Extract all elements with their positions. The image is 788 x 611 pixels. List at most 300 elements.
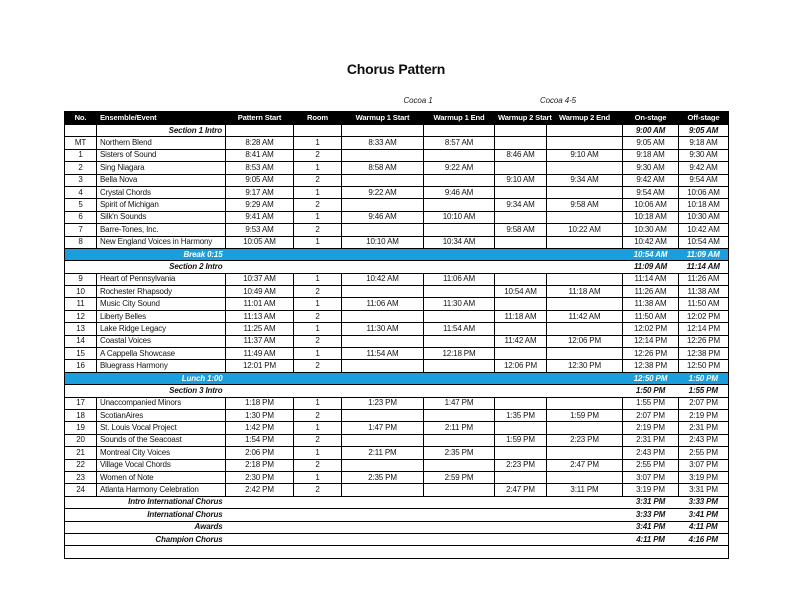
cell-ensemble-event: Sing Niagara xyxy=(97,162,226,174)
cell-ensemble-event: Spirit of Michigan xyxy=(97,199,226,211)
cell-ensemble-event: Rochester Rhapsody xyxy=(97,286,226,298)
cell-warmup1-start xyxy=(342,409,424,421)
table-row xyxy=(65,298,729,310)
table-row xyxy=(65,471,729,483)
cell-off-stage: 9:54 AM xyxy=(679,174,729,186)
table-row xyxy=(65,459,729,471)
table-row xyxy=(65,397,729,409)
cell-warmup2-end xyxy=(547,447,623,459)
cell-warmup2-start xyxy=(495,323,547,335)
cell-warmup2-end xyxy=(547,471,623,483)
page-title: Chorus Pattern xyxy=(346,61,446,77)
cell-warmup2-start xyxy=(495,236,547,248)
cell-ensemble-event: St. Louis Vocal Project xyxy=(97,422,226,434)
cell-spacer xyxy=(226,521,623,533)
cell-room: 1 xyxy=(294,162,342,174)
cell-warmup1-start xyxy=(342,149,424,161)
cell-off-stage: 3:19 PM xyxy=(679,471,729,483)
section-row xyxy=(65,261,729,273)
cell-warmup1-end: 10:10 AM xyxy=(424,211,495,223)
table-row xyxy=(65,360,729,372)
cell-on-stage: 9:00 AM xyxy=(623,125,679,137)
cell-warmup1-start: 8:33 AM xyxy=(342,137,424,149)
cell-warmup1-end: 11:54 AM xyxy=(424,323,495,335)
cell-off-stage: 1:50 PM xyxy=(679,372,729,384)
cell-no: 13 xyxy=(65,323,97,335)
cell-ensemble-event: Coastal Voices xyxy=(97,335,226,347)
cell-on-stage: 11:26 AM xyxy=(623,286,679,298)
cell-warmup1-start: 11:30 AM xyxy=(342,323,424,335)
cell-warmup1-start xyxy=(342,335,424,347)
cell-off-stage: 10:30 AM xyxy=(679,211,729,223)
cell-room: 2 xyxy=(294,335,342,347)
cell-warmup2-start: 8:46 AM xyxy=(495,149,547,161)
cell-warmup1-end: 10:34 AM xyxy=(424,236,495,248)
cell-pattern-start: 11:37 AM xyxy=(226,335,294,347)
cell-ensemble-event: Barre-Tones, Inc. xyxy=(97,224,226,236)
cell-pattern-start: 9:41 AM xyxy=(226,211,294,223)
cell-warmup2-start: 9:10 AM xyxy=(495,174,547,186)
table-row xyxy=(65,273,729,285)
cell-on-stage: 3:19 PM xyxy=(623,484,679,496)
cell-warmup1-end: 11:30 AM xyxy=(424,298,495,310)
cell-no: 23 xyxy=(65,471,97,483)
cell-off-stage: 2:55 PM xyxy=(679,447,729,459)
cell-warmup1-end: 11:06 AM xyxy=(424,273,495,285)
cell-room: 1 xyxy=(294,323,342,335)
cell-off-stage: 9:05 AM xyxy=(679,125,729,137)
cell-room: 2 xyxy=(294,224,342,236)
cell-section-label: Lunch 1:00 xyxy=(65,372,226,384)
cell-no: 15 xyxy=(65,348,97,360)
cell-warmup1-start: 2:11 PM xyxy=(342,447,424,459)
cell-on-stage: 9:18 AM xyxy=(623,149,679,161)
cell-pattern-start: 11:25 AM xyxy=(226,323,294,335)
cell-room: 2 xyxy=(294,286,342,298)
cell-room: 2 xyxy=(294,310,342,322)
cell-warmup1-end: 8:57 AM xyxy=(424,137,495,149)
cell-warmup2-start xyxy=(495,447,547,459)
cell-off-stage: 3:31 PM xyxy=(679,484,729,496)
section-row xyxy=(65,533,729,545)
cell-room xyxy=(294,125,342,137)
cell-warmup2-start xyxy=(495,422,547,434)
cell-on-stage: 2:55 PM xyxy=(623,459,679,471)
cell-off-stage: 10:54 AM xyxy=(679,236,729,248)
cell-off-stage: 9:18 AM xyxy=(679,137,729,149)
cell-no: 21 xyxy=(65,447,97,459)
table-row xyxy=(65,409,729,421)
cell-warmup2-end xyxy=(547,273,623,285)
cell-room: 2 xyxy=(294,484,342,496)
cell-spacer xyxy=(226,496,623,508)
cell-pattern-start: 1:18 PM xyxy=(226,397,294,409)
cell-on-stage: 3:33 PM xyxy=(623,509,679,521)
column-header-warmup-1-end: Warmup 1 End xyxy=(424,112,495,125)
cell-warmup1-end: 1:47 PM xyxy=(424,397,495,409)
cell-on-stage: 9:54 AM xyxy=(623,186,679,198)
cell-warmup1-end xyxy=(424,199,495,211)
column-header-off-stage: Off-stage xyxy=(679,112,729,125)
cell-ensemble-event: ScotianAires xyxy=(97,409,226,421)
cell-warmup1-start: 1:23 PM xyxy=(342,397,424,409)
cell-on-stage: 10:42 AM xyxy=(623,236,679,248)
table-row xyxy=(65,447,729,459)
cell-room: 1 xyxy=(294,447,342,459)
cell-warmup2-end: 10:22 AM xyxy=(547,224,623,236)
cell-warmup1-end: 2:11 PM xyxy=(424,422,495,434)
cell-on-stage: 9:42 AM xyxy=(623,174,679,186)
cell-warmup2-end xyxy=(547,211,623,223)
cell-no: 7 xyxy=(65,224,97,236)
cell-ensemble-event: Crystal Chords xyxy=(97,186,226,198)
column-header-warmup-1-start: Warmup 1 Start xyxy=(342,112,424,125)
cell-warmup1-end xyxy=(424,174,495,186)
cell-on-stage: 2:19 PM xyxy=(623,422,679,434)
cell-room: 1 xyxy=(294,273,342,285)
cell-warmup1-start: 8:58 AM xyxy=(342,162,424,174)
cell-section-label: Break 0:15 xyxy=(65,248,226,260)
cell-room: 2 xyxy=(294,360,342,372)
cell-on-stage: 10:06 AM xyxy=(623,199,679,211)
cell-room: 2 xyxy=(294,149,342,161)
cell-warmup2-start xyxy=(495,397,547,409)
cell-ensemble-event: Women of Note xyxy=(97,471,226,483)
cell-section-label: Section 1 Intro xyxy=(97,125,226,137)
cell-section-label: Section 3 Intro xyxy=(65,385,226,397)
cell-room: 1 xyxy=(294,236,342,248)
cell-no: 20 xyxy=(65,434,97,446)
cell-room: 1 xyxy=(294,211,342,223)
cell-off-stage: 10:42 AM xyxy=(679,224,729,236)
cell-spacer xyxy=(226,248,623,260)
cell-warmup1-end xyxy=(424,360,495,372)
cell-ensemble-event: Music City Sound xyxy=(97,298,226,310)
cell-on-stage: 12:14 PM xyxy=(623,335,679,347)
cell-on-stage: 3:07 PM xyxy=(623,471,679,483)
cell-room: 1 xyxy=(294,298,342,310)
cell-on-stage: 4:11 PM xyxy=(623,533,679,545)
cell-off-stage: 12:14 PM xyxy=(679,323,729,335)
table-row xyxy=(65,137,729,149)
cell-on-stage: 12:38 PM xyxy=(623,360,679,372)
cell-no: 9 xyxy=(65,273,97,285)
cell-off-stage: 11:38 AM xyxy=(679,286,729,298)
cell-on-stage: 11:09 AM xyxy=(623,261,679,273)
cell-room: 1 xyxy=(294,422,342,434)
cell-section-label: Section 2 Intro xyxy=(65,261,226,273)
break-row xyxy=(65,372,729,384)
cell-ensemble-event: Liberty Belles xyxy=(97,310,226,322)
cell-spacer xyxy=(226,261,623,273)
cell-pattern-start: 2:18 PM xyxy=(226,459,294,471)
cell-warmup1-start xyxy=(342,125,424,137)
cell-room: 2 xyxy=(294,174,342,186)
cell-warmup2-end: 3:11 PM xyxy=(547,484,623,496)
cell-warmup2-end xyxy=(547,186,623,198)
section-row xyxy=(65,509,729,521)
cell-warmup2-end: 2:23 PM xyxy=(547,434,623,446)
cell-warmup2-start: 1:35 PM xyxy=(495,409,547,421)
cell-warmup1-start: 2:35 PM xyxy=(342,471,424,483)
cell-off-stage: 3:07 PM xyxy=(679,459,729,471)
cell-room: 2 xyxy=(294,459,342,471)
cell-section-label: Champion Chorus xyxy=(65,533,226,545)
cell-on-stage: 12:26 PM xyxy=(623,348,679,360)
cell-on-stage: 2:43 PM xyxy=(623,447,679,459)
header-row xyxy=(65,112,729,125)
cell-warmup2-start: 11:18 AM xyxy=(495,310,547,322)
cell-warmup1-end: 9:46 AM xyxy=(424,186,495,198)
cell-warmup2-end: 9:34 AM xyxy=(547,174,623,186)
cell-warmup2-end: 9:10 AM xyxy=(547,149,623,161)
table-row xyxy=(65,323,729,335)
cell-warmup2-start: 10:54 AM xyxy=(495,286,547,298)
cell-off-stage: 2:19 PM xyxy=(679,409,729,421)
break-row xyxy=(65,248,729,260)
cell-pattern-start: 9:05 AM xyxy=(226,174,294,186)
cell-no: 10 xyxy=(65,286,97,298)
cell-no: 4 xyxy=(65,186,97,198)
cell-no: 12 xyxy=(65,310,97,322)
cell-warmup2-end xyxy=(547,397,623,409)
cell-warmup1-start xyxy=(342,174,424,186)
cell-pattern-start: 2:42 PM xyxy=(226,484,294,496)
cell-warmup2-end: 1:59 PM xyxy=(547,409,623,421)
cell-on-stage: 11:38 AM xyxy=(623,298,679,310)
cell-off-stage: 12:38 PM xyxy=(679,348,729,360)
table-row xyxy=(65,236,729,248)
table-row xyxy=(65,310,729,322)
cell-on-stage: 2:07 PM xyxy=(623,409,679,421)
cell-warmup1-end xyxy=(424,335,495,347)
cell-spacer xyxy=(226,533,623,545)
cell-room: 1 xyxy=(294,471,342,483)
cell-warmup2-end xyxy=(547,125,623,137)
cell-warmup2-end xyxy=(547,298,623,310)
cell-warmup1-end xyxy=(424,484,495,496)
cell-off-stage: 11:26 AM xyxy=(679,273,729,285)
cell-warmup2-start: 11:42 AM xyxy=(495,335,547,347)
cell-warmup1-start xyxy=(342,310,424,322)
cell-on-stage: 3:31 PM xyxy=(623,496,679,508)
cell-pattern-start: 10:05 AM xyxy=(226,236,294,248)
cell-off-stage: 2:07 PM xyxy=(679,397,729,409)
cell-no: 5 xyxy=(65,199,97,211)
cell-warmup1-start xyxy=(342,224,424,236)
cell-off-stage: 2:43 PM xyxy=(679,434,729,446)
cell-off-stage: 9:42 AM xyxy=(679,162,729,174)
cell-ensemble-event: A Cappella Showcase xyxy=(97,348,226,360)
cell-on-stage: 9:30 AM xyxy=(623,162,679,174)
cell-no xyxy=(65,125,97,137)
cell-pattern-start: 2:06 PM xyxy=(226,447,294,459)
cell-off-stage: 3:41 PM xyxy=(679,509,729,521)
cell-off-stage: 3:33 PM xyxy=(679,496,729,508)
column-header-ensemble-event: Ensemble/Event xyxy=(97,112,226,125)
column-header-pattern-start: Pattern Start xyxy=(226,112,294,125)
cell-no: 18 xyxy=(65,409,97,421)
cell-pattern-start: 1:42 PM xyxy=(226,422,294,434)
cell-room: 1 xyxy=(294,186,342,198)
cell-pattern-start xyxy=(226,125,294,137)
cell-warmup1-end xyxy=(424,434,495,446)
cell-warmup1-start: 10:42 AM xyxy=(342,273,424,285)
cell-warmup1-end xyxy=(424,125,495,137)
column-header-on-stage: On-stage xyxy=(623,112,679,125)
cell-off-stage: 12:02 PM xyxy=(679,310,729,322)
cell-warmup1-start: 9:22 AM xyxy=(342,186,424,198)
cell-warmup2-end xyxy=(547,236,623,248)
table-row xyxy=(65,174,729,186)
table-row xyxy=(65,335,729,347)
column-header-no-: No. xyxy=(65,112,97,125)
cell-off-stage: 10:06 AM xyxy=(679,186,729,198)
cell-no: MT xyxy=(65,137,97,149)
cell-on-stage: 1:50 PM xyxy=(623,385,679,397)
cell-room: 2 xyxy=(294,199,342,211)
cell-ensemble-event: Atlanta Harmony Celebration xyxy=(97,484,226,496)
cell-warmup2-start: 2:23 PM xyxy=(495,459,547,471)
cell-warmup2-start: 1:59 PM xyxy=(495,434,547,446)
cell-warmup2-start: 9:34 AM xyxy=(495,199,547,211)
cell-room: 1 xyxy=(294,348,342,360)
table-row xyxy=(65,224,729,236)
cell-spacer xyxy=(226,372,623,384)
cell-warmup2-end: 2:47 PM xyxy=(547,459,623,471)
cell-off-stage: 4:16 PM xyxy=(679,533,729,545)
cell-warmup1-end xyxy=(424,286,495,298)
cell-off-stage: 2:31 PM xyxy=(679,422,729,434)
table-row xyxy=(65,348,729,360)
column-header-warmup-2-start: Warmup 2 Start xyxy=(495,112,547,125)
cell-warmup1-end: 9:22 AM xyxy=(424,162,495,174)
cell-warmup2-start xyxy=(495,273,547,285)
cell-no: 1 xyxy=(65,149,97,161)
cell-warmup2-start: 12:06 PM xyxy=(495,360,547,372)
table-row xyxy=(65,286,729,298)
cell-warmup2-end xyxy=(547,323,623,335)
cell-warmup2-start: 2:47 PM xyxy=(495,484,547,496)
cell-warmup2-start xyxy=(495,186,547,198)
section-row xyxy=(65,496,729,508)
empty-row xyxy=(65,546,729,558)
cell-on-stage: 12:50 PM xyxy=(623,372,679,384)
cell-warmup1-start: 11:06 AM xyxy=(342,298,424,310)
cell-spacer xyxy=(226,509,623,521)
cell-ensemble-event: Village Vocal Chords xyxy=(97,459,226,471)
cell-pattern-start: 11:49 AM xyxy=(226,348,294,360)
chorus-pattern-table xyxy=(64,111,729,559)
cell-on-stage: 10:18 AM xyxy=(623,211,679,223)
cell-no: 16 xyxy=(65,360,97,372)
cell-warmup2-start xyxy=(495,137,547,149)
cell-no: 24 xyxy=(65,484,97,496)
cell-room: 1 xyxy=(294,137,342,149)
cell-ensemble-event: Bluegrass Harmony xyxy=(97,360,226,372)
cell-warmup2-end xyxy=(547,162,623,174)
cell-section-label: International Chorus xyxy=(65,509,226,521)
cell-warmup1-start xyxy=(342,484,424,496)
room-group-label-warmup2: Cocoa 4-5 xyxy=(539,96,577,105)
cell-no: 6 xyxy=(65,211,97,223)
cell-pattern-start: 9:53 AM xyxy=(226,224,294,236)
cell-ensemble-event: Sounds of the Seacoast xyxy=(97,434,226,446)
cell-no: 22 xyxy=(65,459,97,471)
cell-warmup2-end: 12:06 PM xyxy=(547,335,623,347)
table-row xyxy=(65,162,729,174)
cell-off-stage: 10:18 AM xyxy=(679,199,729,211)
cell-off-stage: 1:55 PM xyxy=(679,385,729,397)
cell-on-stage: 10:54 AM xyxy=(623,248,679,260)
cell-warmup2-start xyxy=(495,211,547,223)
cell-section-label: Awards xyxy=(65,521,226,533)
cell-ensemble-event: Bella Nova xyxy=(97,174,226,186)
cell-no: 19 xyxy=(65,422,97,434)
table-header xyxy=(65,112,729,125)
cell-warmup1-end xyxy=(424,224,495,236)
cell-on-stage: 12:02 PM xyxy=(623,323,679,335)
cell-pattern-start: 9:17 AM xyxy=(226,186,294,198)
cell-pattern-start: 10:49 AM xyxy=(226,286,294,298)
cell-pattern-start: 8:53 AM xyxy=(226,162,294,174)
table-row xyxy=(65,149,729,161)
cell-pattern-start: 8:28 AM xyxy=(226,137,294,149)
table-row xyxy=(65,211,729,223)
cell-pattern-start: 10:37 AM xyxy=(226,273,294,285)
cell-warmup1-start xyxy=(342,459,424,471)
table-row xyxy=(65,186,729,198)
section-row xyxy=(65,385,729,397)
cell-warmup1-end xyxy=(424,310,495,322)
cell-pattern-start: 11:01 AM xyxy=(226,298,294,310)
cell-empty xyxy=(65,546,729,558)
cell-off-stage: 4:11 PM xyxy=(679,521,729,533)
cell-on-stage: 11:14 AM xyxy=(623,273,679,285)
cell-warmup2-end xyxy=(547,137,623,149)
table-row xyxy=(65,199,729,211)
cell-warmup2-start xyxy=(495,125,547,137)
cell-warmup1-start: 1:47 PM xyxy=(342,422,424,434)
cell-warmup2-start xyxy=(495,471,547,483)
cell-pattern-start: 2:30 PM xyxy=(226,471,294,483)
cell-ensemble-event: Silk'n Sounds xyxy=(97,211,226,223)
cell-ensemble-event: Unaccompanied Minors xyxy=(97,397,226,409)
cell-on-stage: 11:50 AM xyxy=(623,310,679,322)
cell-warmup1-start xyxy=(342,199,424,211)
table-row xyxy=(65,484,729,496)
cell-warmup1-end: 2:59 PM xyxy=(424,471,495,483)
cell-ensemble-event: Heart of Pennsylvania xyxy=(97,273,226,285)
cell-room: 2 xyxy=(294,434,342,446)
cell-on-stage: 2:31 PM xyxy=(623,434,679,446)
cell-warmup2-end: 11:18 AM xyxy=(547,286,623,298)
cell-warmup1-start: 11:54 AM xyxy=(342,348,424,360)
cell-pattern-start: 12:01 PM xyxy=(226,360,294,372)
cell-warmup1-start: 10:10 AM xyxy=(342,236,424,248)
cell-warmup2-end xyxy=(547,348,623,360)
cell-off-stage: 9:30 AM xyxy=(679,149,729,161)
cell-pattern-start: 1:30 PM xyxy=(226,409,294,421)
cell-no: 8 xyxy=(65,236,97,248)
cell-no: 17 xyxy=(65,397,97,409)
cell-warmup2-start xyxy=(495,298,547,310)
cell-ensemble-event: Montreal City Voices xyxy=(97,447,226,459)
cell-warmup2-start xyxy=(495,348,547,360)
cell-warmup2-end xyxy=(547,422,623,434)
cell-room: 2 xyxy=(294,409,342,421)
section-row xyxy=(65,125,729,137)
